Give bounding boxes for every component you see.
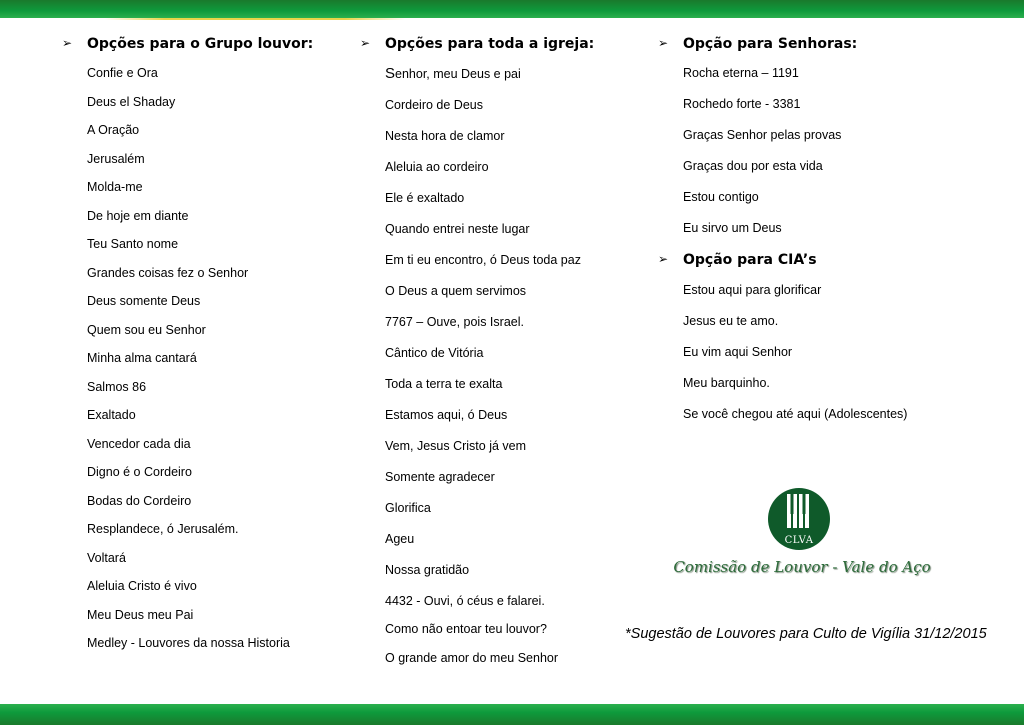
list-item: Teu Santo nome [87,237,179,251]
list-item: Meu Deus meu Pai [87,607,194,622]
list-item: Molda-me [87,180,143,194]
list-item: Ele é exaltado [385,191,465,205]
list-item: Salmos 86 [87,379,147,394]
list-item: Voltará [87,550,126,565]
list-item: Somente agradecer [385,470,495,484]
list-item: A Oração [87,123,140,137]
logo-caption: Comissão de Louvor - Vale do Aço [673,558,931,576]
heading-grupo-louvor: ➢ Opções para o Grupo louvor: [62,36,314,52]
list-item: Senhor, meu Deus e pai [385,65,521,82]
list-item: Vem, Jesus Cristo já vem [385,439,527,453]
list-item: De hoje em diante [87,208,189,223]
piano-keys-icon [786,492,812,530]
list-item: Deus somente Deus [87,294,201,308]
list-item: Rochedo forte - 3381 [683,97,801,111]
list-item: Quem sou eu Senhor [87,322,206,337]
list-item: Nesta hora de clamor [385,129,505,143]
list-item: Cântico de Vitória [385,346,484,360]
top-accent-line [105,18,405,20]
list-item: Cordeiro de Deus [385,98,483,112]
list-item: Estou contigo [683,190,759,204]
list-item: Meu barquinho. [683,376,770,390]
list-item: O grande amor do meu Senhor [385,651,559,665]
list-item: Aleluia ao cordeiro [385,160,489,174]
list-item: Se você chegou até aqui (Adolescentes) [683,407,908,421]
bullet-arrow-icon: ➢ [658,252,669,266]
list-item: Nossa gratidão [385,563,470,577]
list-item: Ageu [385,532,415,546]
list-item: Glorifica [385,501,431,515]
list-item: Graças Senhor pelas provas [683,128,842,142]
list-item: Graças dou por esta vida [683,159,823,173]
list-item: Exaltado [87,408,136,422]
list-item: Jerusalém [87,151,145,166]
list-item: Digno é o Cordeiro [87,465,192,479]
clva-logo [672,486,932,586]
logo-emblem [768,488,830,550]
list-item: Em ti eu encontro, ó Deus toda paz [385,253,581,267]
list-item: Minha alma cantará [87,351,197,365]
list-item: 4432 - Ouvi, ó céus e falarei. [385,594,545,608]
list-item: Estou aqui para glorificar [683,283,822,297]
list-item: Vencedor cada dia [87,436,191,451]
heading-cias: ➢ Opção para CIA’s [658,252,817,268]
bullet-arrow-icon: ➢ [658,36,669,50]
list-item: Aleluia Cristo é vivo [87,579,197,593]
list-item: Quando entrei neste lugar [385,222,530,236]
list-item: Toda a terra te exalta [385,377,503,391]
list-item: Resplandece, ó Jerusalém. [87,522,239,536]
list-item: Confie e Ora [87,66,158,80]
list-item: Estamos aqui, ó Deus [385,408,508,422]
bullet-arrow-icon: ➢ [360,36,371,50]
heading-toda-igreja: ➢ Opções para toda a igreja: [360,36,595,52]
bullet-arrow-icon: ➢ [62,36,73,50]
bottom-green-bar [0,704,1024,725]
list-item: Rocha eterna – 1191 [683,66,799,80]
footer-note: *Sugestão de Louvores para Culto de Vigília 31/12/2015 [625,626,987,642]
list-item: O Deus a quem servimos [385,284,527,298]
heading-senhoras: ➢ Opção para Senhoras: [658,36,858,52]
list-item: Eu sirvo um Deus [683,221,782,235]
top-green-bar [0,0,1024,18]
list-item: Jesus eu te amo. [683,314,779,328]
list-item: Grandes coisas fez o Senhor [87,265,249,280]
list-item: 7767 – Ouve, pois Israel. [385,315,524,329]
list-item: Como não entoar teu louvor? [385,622,547,636]
list-item: Bodas do Cordeiro [87,493,192,508]
list-item: Deus el Shaday [87,94,176,109]
list-item: Medley - Louvores da nossa Historia [87,636,290,650]
list-item: Eu vim aqui Senhor [683,345,793,359]
logo-acronym: CLVA [784,535,814,546]
